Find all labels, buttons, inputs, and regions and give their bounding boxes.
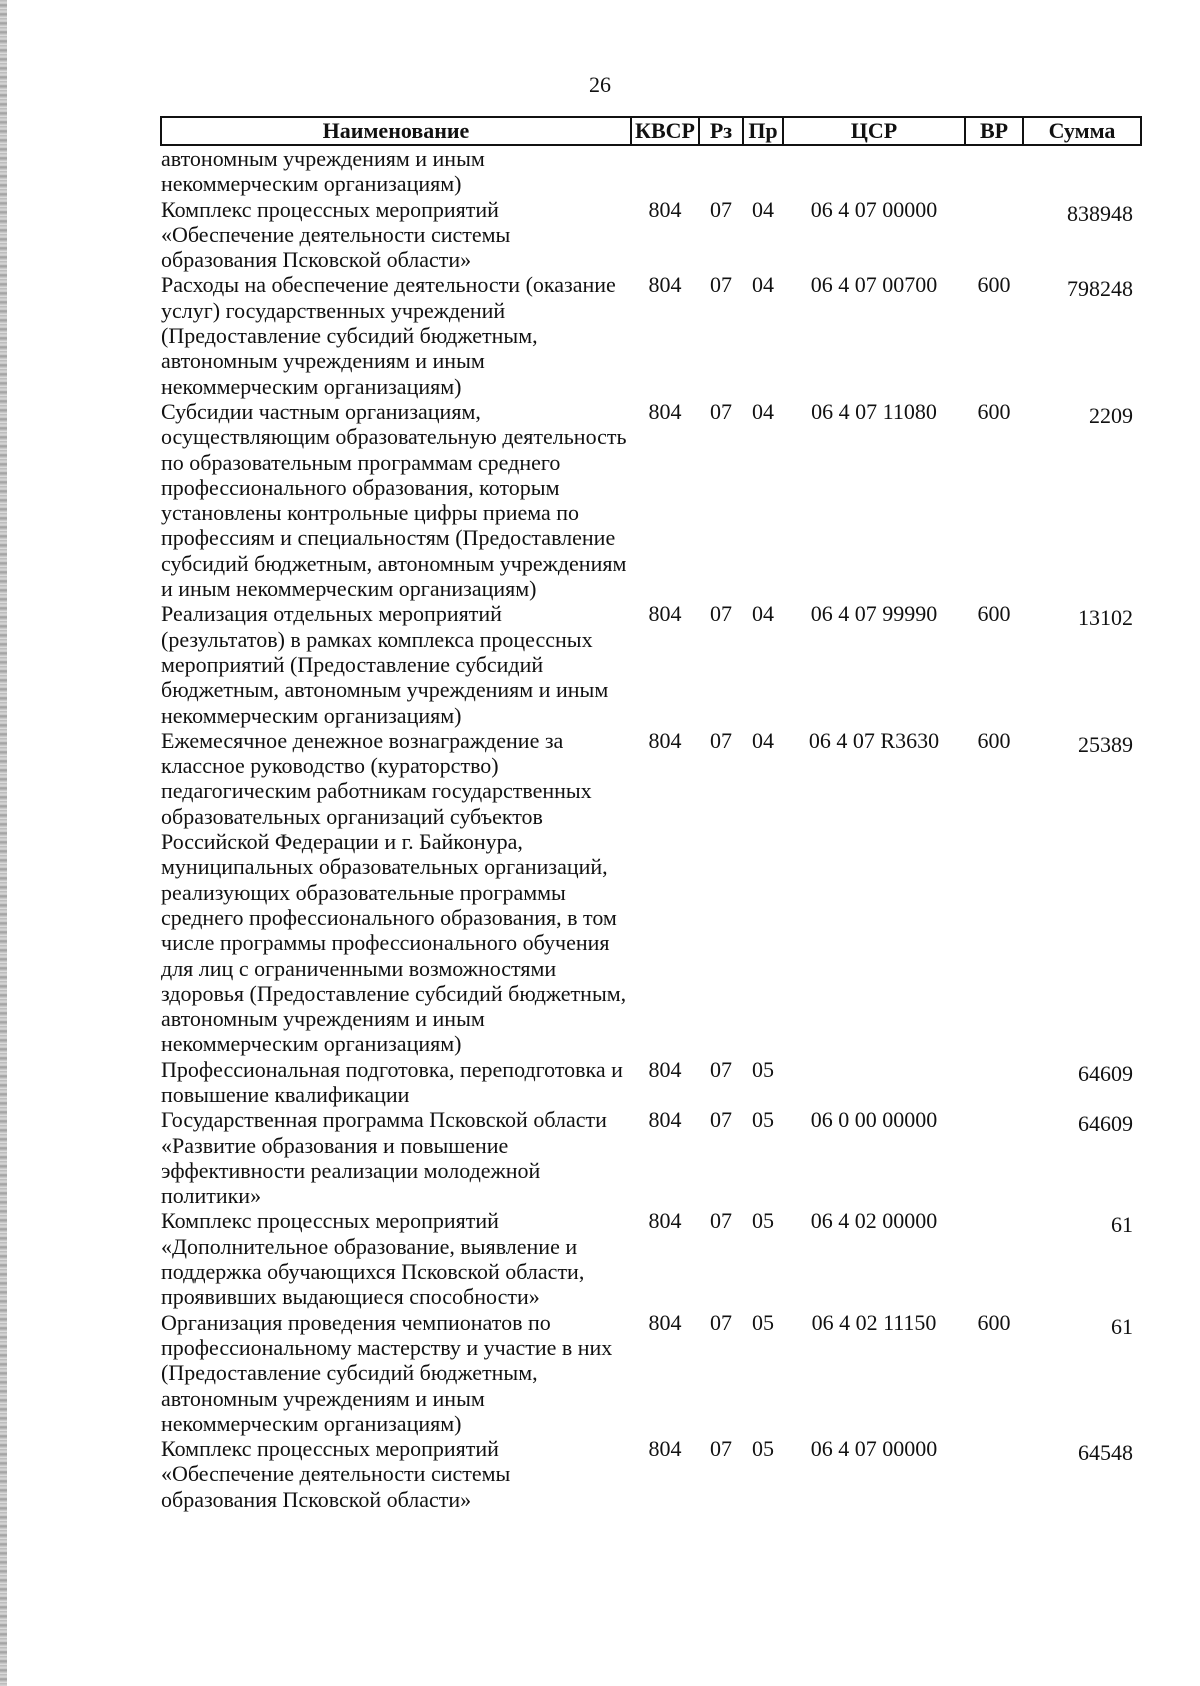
cell-kvsr: 804 xyxy=(648,398,682,424)
cell-pr: 05 xyxy=(752,1309,774,1335)
cell-pr: 04 xyxy=(752,398,774,424)
header-kvsr: КВСР xyxy=(631,117,699,145)
cell-rz: 07 xyxy=(710,272,732,298)
header-sum: Сумма xyxy=(1023,117,1141,145)
cell-sum: 25389 xyxy=(1078,731,1133,757)
cell-pr: 04 xyxy=(752,196,774,222)
cell-pr xyxy=(743,145,783,197)
cell-name: Профессиональная подготовка, переподготовка и повышение квалификации xyxy=(161,1056,623,1107)
cell-kvsr: 804 xyxy=(648,1056,682,1082)
cell-vr: 600 xyxy=(977,727,1011,753)
cell-csr xyxy=(783,1057,965,1108)
header-row xyxy=(161,117,1141,145)
table-header xyxy=(161,117,1141,145)
cell-name: Реализация отдельных мероприятий (результатов) в рамках комплекса процессных мероприятий (Предоставление субсидий бюджетным, автономным учреждениям и иным некоммерческим организациям) xyxy=(161,601,609,728)
cell-rz: 07 xyxy=(710,1056,732,1082)
table-row xyxy=(161,1107,1141,1208)
cell-vr: 600 xyxy=(977,1309,1011,1335)
table-row xyxy=(161,1208,1141,1309)
cell-pr: 05 xyxy=(752,1107,774,1133)
table-row xyxy=(161,1310,1141,1436)
cell-vr xyxy=(965,1208,1023,1309)
cell-csr: 06 4 07 00000 xyxy=(810,1436,938,1462)
cell-pr: 04 xyxy=(752,272,774,298)
cell-sum xyxy=(1023,145,1141,197)
cell-rz: 07 xyxy=(710,1309,732,1335)
cell-rz: 07 xyxy=(710,1208,732,1234)
cell-kvsr xyxy=(631,145,699,197)
cell-csr: 06 0 00 00000 xyxy=(810,1107,938,1133)
table-row xyxy=(161,145,1141,197)
cell-kvsr: 804 xyxy=(648,601,682,627)
cell-pr: 05 xyxy=(752,1436,774,1462)
cell-name: Комплекс процессных мероприятий «Обеспечение деятельности системы образования Псковской области» xyxy=(161,1436,511,1512)
table-row xyxy=(161,728,1141,1057)
cell-rz: 07 xyxy=(710,601,732,627)
cell-vr xyxy=(965,145,1023,197)
cell-rz: 07 xyxy=(710,1107,732,1133)
cell-name: автономным учреждениям и иным некоммерческим организациям) xyxy=(161,146,485,197)
table-body xyxy=(161,145,1141,1512)
cell-csr: 06 4 07 99990 xyxy=(810,601,938,627)
cell-vr xyxy=(965,1107,1023,1208)
cell-csr xyxy=(783,145,965,197)
cell-vr: 600 xyxy=(977,272,1011,298)
cell-vr xyxy=(965,197,1023,273)
cell-kvsr: 804 xyxy=(648,272,682,298)
cell-pr: 05 xyxy=(752,1208,774,1234)
cell-name: Комплекс процессных мероприятий «Дополнительное образование, выявление и поддержка обучающихся Псковской области, проявивших выдающиеся способности» xyxy=(161,1208,585,1310)
cell-kvsr: 804 xyxy=(648,1208,682,1234)
table-row xyxy=(161,272,1141,398)
cell-name: Субсидии частным организациям, осуществляющим образовательную деятельность по образовательным программам среднего профессионального образования, которым установлены контрольные цифры приема по профессиям и специальностям (Предоставление субсидий бюджетным, автономным учреждениям и иным некоммерческим организациям) xyxy=(161,398,627,602)
cell-csr: 06 4 07 R3630 xyxy=(808,727,940,753)
budget-table xyxy=(160,116,1142,1512)
cell-sum: 2209 xyxy=(1089,402,1133,428)
cell-rz: 07 xyxy=(710,1436,732,1462)
table-row xyxy=(161,197,1141,273)
table-row xyxy=(161,601,1141,727)
cell-csr: 06 4 07 00700 xyxy=(810,272,938,298)
cell-name: Ежемесячное денежное вознаграждение за классное руководство (кураторство) педагогическим работникам государственных образовательных организаций субъектов Российской Федерации и г. Байконура, муниципальных образовательных организаций, реализующих образовательные программы среднего профессионального образования, в том числе программы профессионального обучения для лиц с ограниченными возможностями здоровья (Предоставление субсидий бюджетным, автономным учреждениям и иным некоммерческим организациям) xyxy=(161,727,627,1057)
cell-kvsr: 804 xyxy=(648,727,682,753)
cell-sum: 64609 xyxy=(1078,1060,1133,1086)
cell-rz: 07 xyxy=(710,398,732,424)
cell-rz: 07 xyxy=(710,727,732,753)
cell-vr: 600 xyxy=(977,398,1011,424)
cell-sum: 64609 xyxy=(1078,1111,1133,1137)
cell-rz xyxy=(699,145,743,197)
cell-sum: 61 xyxy=(1111,1212,1133,1238)
cell-kvsr: 804 xyxy=(648,1309,682,1335)
cell-rz: 07 xyxy=(710,196,732,222)
cell-pr: 04 xyxy=(752,601,774,627)
cell-csr: 06 4 02 11150 xyxy=(811,1309,937,1335)
scan-edge xyxy=(0,0,7,1686)
cell-name: Комплекс процессных мероприятий «Обеспечение деятельности системы образования Псковской области» xyxy=(161,196,511,273)
table-row xyxy=(161,399,1141,601)
cell-sum: 13102 xyxy=(1078,605,1133,631)
cell-sum: 61 xyxy=(1111,1313,1133,1339)
header-pr: Пр xyxy=(743,117,783,145)
cell-pr: 05 xyxy=(752,1056,774,1082)
cell-csr: 06 4 07 11080 xyxy=(811,398,937,424)
cell-name: Расходы на обеспечение деятельности (оказание услуг) государственных учреждений (Предоставление субсидий бюджетным, автономным учреждениям и иным некоммерческим организациям) xyxy=(161,272,616,399)
cell-csr: 06 4 07 00000 xyxy=(810,196,938,222)
cell-kvsr: 804 xyxy=(648,196,682,222)
header-vr: ВР xyxy=(965,117,1023,145)
cell-sum: 64548 xyxy=(1078,1440,1133,1466)
cell-vr xyxy=(965,1057,1023,1108)
cell-sum: 798248 xyxy=(1067,276,1133,302)
cell-pr: 04 xyxy=(752,727,774,753)
cell-vr xyxy=(965,1436,1023,1512)
header-rz: Рз xyxy=(699,117,743,145)
cell-vr: 600 xyxy=(977,601,1011,627)
cell-sum: 838948 xyxy=(1067,200,1133,226)
cell-kvsr: 804 xyxy=(648,1436,682,1462)
table-row xyxy=(161,1436,1141,1512)
cell-name: Организация проведения чемпионатов по профессиональному мастерству и участие в них (Предоставление субсидий бюджетным, автономным учреждениям и иным некоммерческим организациям) xyxy=(161,1309,613,1436)
cell-name: Государственная программа Псковской области «Развитие образования и повышение эффективности реализации молодежной политики» xyxy=(161,1107,607,1209)
table-row xyxy=(161,1057,1141,1108)
header-csr: ЦСР xyxy=(783,117,965,145)
cell-csr: 06 4 02 00000 xyxy=(810,1208,938,1234)
page-number: 26 xyxy=(589,72,611,97)
header-name: Наименование xyxy=(161,117,631,145)
cell-kvsr: 804 xyxy=(648,1107,682,1133)
